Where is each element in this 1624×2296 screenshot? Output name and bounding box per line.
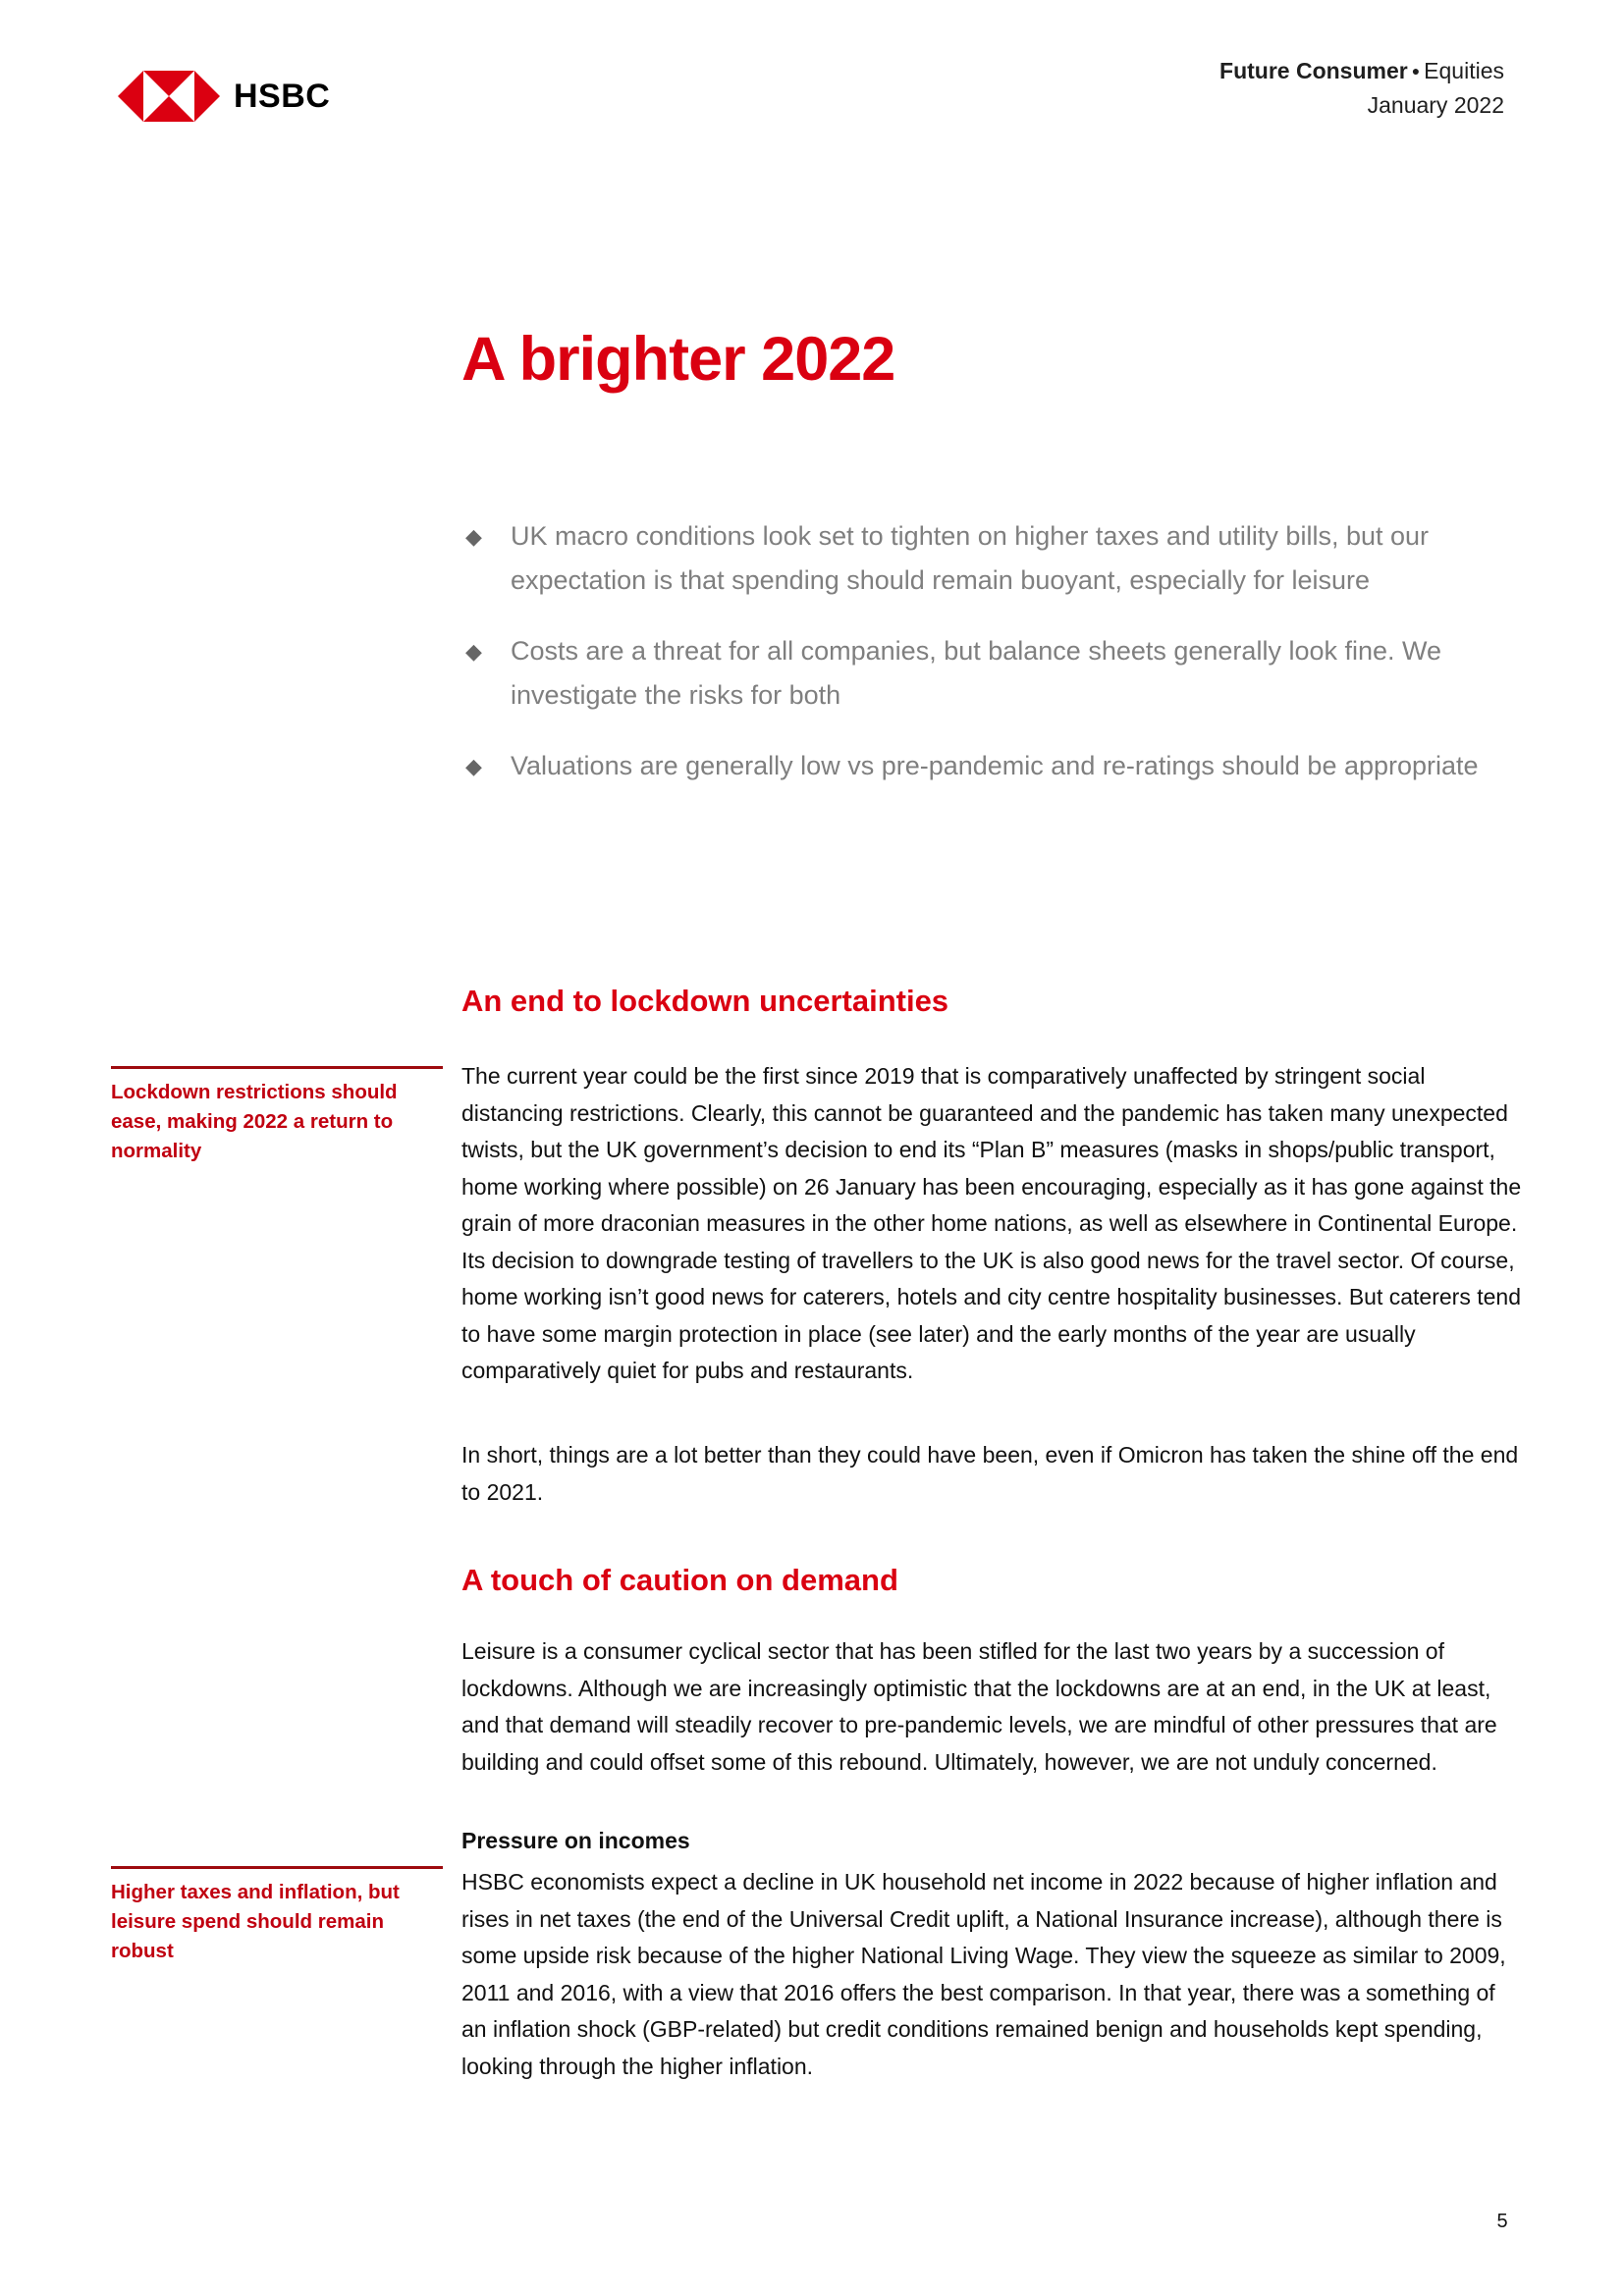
bullet-text: UK macro conditions look set to tighten on higher taxes and utility bills, but our expectation is that spending should remain buoyant, especially for leisure	[511, 521, 1430, 595]
body-paragraph: The current year could be the first since 2019 that is comparatively unaffected by stringent social distancing restrictions. Clearly, this cannot be guaranteed and the pandemic has taken many unexpected twists, but the UK government’s decision to end its “Plan B” measures (masks in shops/public transport, home working where possible) on 26 January has been encouraging, especially as it has gone against the grain of more draconian measures in the other home nations, as well as elsewhere in Continental Europe. Its decision to downgrade testing of travellers to the UK is also good news for the travel sector. Of course, home working isn’t good news for caterers, hotels and city centre hospitality businesses. But caterers tend to have some margin protection in place (see later) and the early months of the year are usually comparatively quiet for pubs and restaurants.	[461, 1063, 1522, 1383]
page-number: 5	[1496, 2211, 1508, 2232]
header-series-category: Equities	[1424, 58, 1504, 83]
section-heading-demand: A touch of caution on demand	[461, 1563, 898, 1597]
hsbc-logo	[118, 71, 330, 122]
header-series-title: Future Consumer	[1219, 58, 1408, 83]
diamond-bullet-icon: ◆	[465, 639, 482, 664]
header-series-line	[1219, 54, 1504, 88]
diamond-bullet-icon: ◆	[465, 754, 482, 778]
summary-bullet-item	[465, 514, 1502, 603]
sub-section-heading-incomes: Pressure on incomes	[461, 1828, 690, 1853]
bullet-text: Costs are a threat for all companies, but balance sheets generally look fine. We investigate the risks for both	[511, 636, 1442, 710]
hsbc-hexagon-icon	[118, 71, 220, 122]
body-paragraph: HSBC economists expect a decline in UK household net income in 2022 because of higher inflation and rises in net taxes (the end of the Universal Credit uplift, a National Insurance increase), although there is some upside risk because of the higher National Living Wage. They view the squeeze as similar to 2009, 2011 and 2016, with a view that 2016 offers the best comparison. In that year, there was a something of an inflation shock (GBP-related) but credit conditions remained benign and households kept spending, looking through the higher inflation.	[461, 1869, 1506, 2079]
section-heading-lockdown: An end to lockdown uncertainties	[461, 984, 949, 1018]
header-date: January 2022	[1367, 92, 1504, 118]
series-separator-icon: ●	[1411, 63, 1421, 79]
summary-bullet-item	[465, 629, 1502, 718]
hsbc-wordmark: HSBC	[234, 77, 331, 115]
margin-note-taxes: Higher taxes and inflation, but leisure spend should remain robust	[111, 1866, 443, 1966]
summary-bullet-item	[465, 744, 1502, 788]
summary-bullet-list	[465, 514, 1502, 815]
bullet-text: Valuations are generally low vs pre-pandemic and re-ratings should be appropriate	[511, 751, 1479, 780]
body-paragraph: In short, things are a lot better than they could have been, even if Omicron has taken the shine off the end to 2021.	[461, 1442, 1519, 1505]
page-title: A brighter 2022	[461, 325, 895, 394]
header-meta	[1219, 54, 1504, 123]
diamond-bullet-icon: ◆	[465, 524, 482, 549]
margin-note-lockdown: Lockdown restrictions should ease, making 2022 a return to normality	[111, 1066, 443, 1166]
body-paragraph: Leisure is a consumer cyclical sector that has been stifled for the last two years by a succession of lockdowns. Although we are increasingly optimistic that the lockdowns are at an end, in the UK at least, and that demand will steadily recover to pre-pandemic levels, we are mindful of other pressures that are building and could offset some of this rebound. Ultimately, however, we are not unduly concerned.	[461, 1638, 1497, 1775]
